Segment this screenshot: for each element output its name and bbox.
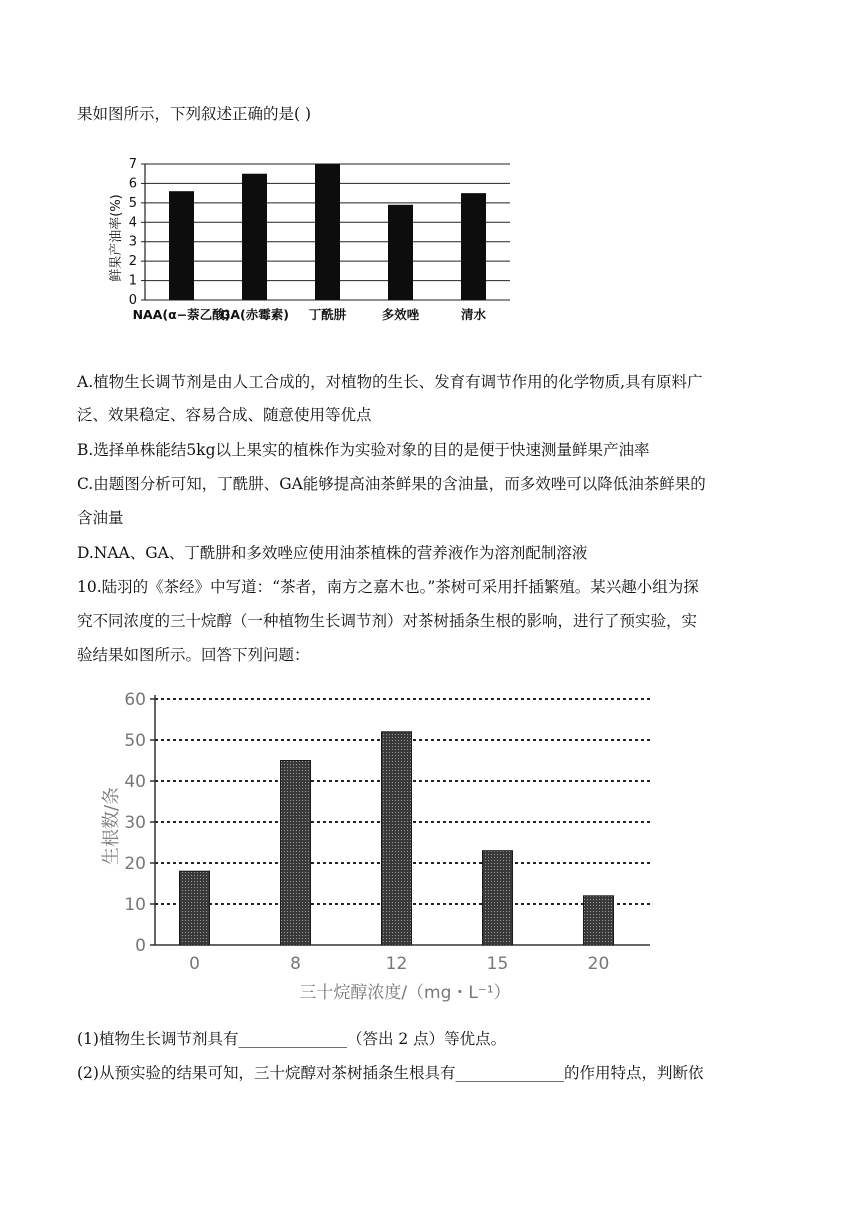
chart2-ytick-label: 50 [124,731,146,751]
chart2-ytick-label: 0 [135,936,146,956]
chart2-xtick-label: 0 [189,954,200,974]
chart1-ytick-label: 7 [128,157,137,172]
chart2-xtick-label: 20 [587,954,610,974]
chart1-bar [315,164,340,300]
q9-option-c-line1: C.由题图分析可知，丁酰肼、GA能够提高油茶鲜果的含油量，而多效唑可以降低油茶鲜果的 [77,475,706,493]
q10-stem-line1: 10.陆羽的《茶经》中写道：“茶者，南方之嘉木也。”茶树可采用扦插繁殖。某兴趣小组为探 [77,578,699,596]
chart2-xlabel: 三十烷醇浓度/（mg・L⁻¹） [299,983,511,1003]
q9-option-b: B.选择单株能结5kg以上果实的植株作为实验对象的目的是便于快速测量鲜果产油率 [77,441,650,459]
chart2-bar [382,732,412,945]
q9-option-a-line2: 泛、效果稳定、容易合成、随意使用等优点 [77,406,372,424]
q9-option-a-line1: A.植物生长调节剂是由人工合成的，对植物的生长、发育有调节作用的化学物质,具有原料广 [77,373,703,391]
chart2-ylabel: 生根数/条 [101,786,122,866]
chart2-ytick-label: 40 [124,772,146,792]
q9-option-c-line2: 含油量 [77,509,124,527]
chart1-bar [461,193,486,300]
chart1-ytick-label: 4 [128,215,137,231]
q9-stem-end: 果如图所示，下列叙述正确的是( ) [77,105,312,123]
chart1-xtick-label: 多效唑 [381,307,420,322]
oil-yield-chart [100,152,520,332]
q10-sub-2: (2)从预实验的结果可知，三十烷醇对茶树插条生根具有______________的作用特点，判断依 [77,1064,704,1082]
chart2-ytick-label: 10 [124,895,146,915]
chart2-xtick-label: 8 [290,954,301,974]
chart2-bar [483,851,513,945]
chart1-xtick-label: NAA(α−萘乙酸) [132,307,231,322]
chart2-xtick-label: 12 [385,954,408,974]
chart2-ytick-label: 30 [124,813,146,833]
chart1-ytick-label: 6 [128,176,137,192]
chart1-ytick-label: 2 [128,254,137,270]
chart1-ylabel: 鲜果产油率(%) [109,194,124,282]
chart2-ytick-label: 20 [124,854,146,874]
chart1-bar [169,191,194,300]
chart2-bar [584,896,614,945]
q9-option-d: D.NAA、GA、丁酰肼和多效唑应使用油茶植株的营养液作为溶剂配制溶液 [77,544,588,562]
chart2-xtick-label: 15 [486,954,509,974]
chart2-ytick-label: 60 [124,690,146,710]
chart1-ytick-label: 3 [128,234,137,250]
chart1-xtick-label: GA(赤霉素) [220,307,289,322]
chart1-bar [388,205,413,300]
chart1-ytick-label: 5 [128,195,137,211]
q10-sub-1: (1)植物生长调节剂具有______________（答出 2 点）等优点。 [77,1030,507,1048]
chart1-bar [242,174,267,300]
rooting-chart [95,680,675,1010]
chart1-xtick-label: 丁酰肼 [308,307,347,322]
chart1-xtick-label: 清水 [460,307,487,322]
chart1-ytick-label: 1 [128,273,137,289]
chart1-ytick-label: 0 [128,293,137,308]
chart2-bar [180,871,210,945]
chart2-bar [281,761,311,946]
q10-stem-line2: 究不同浓度的三十烷醇（一种植物生长调节剂）对茶树插条生根的影响，进行了预实验，实 [77,612,698,630]
q10-stem-line3: 验结果如图所示。回答下列问题： [77,646,310,664]
